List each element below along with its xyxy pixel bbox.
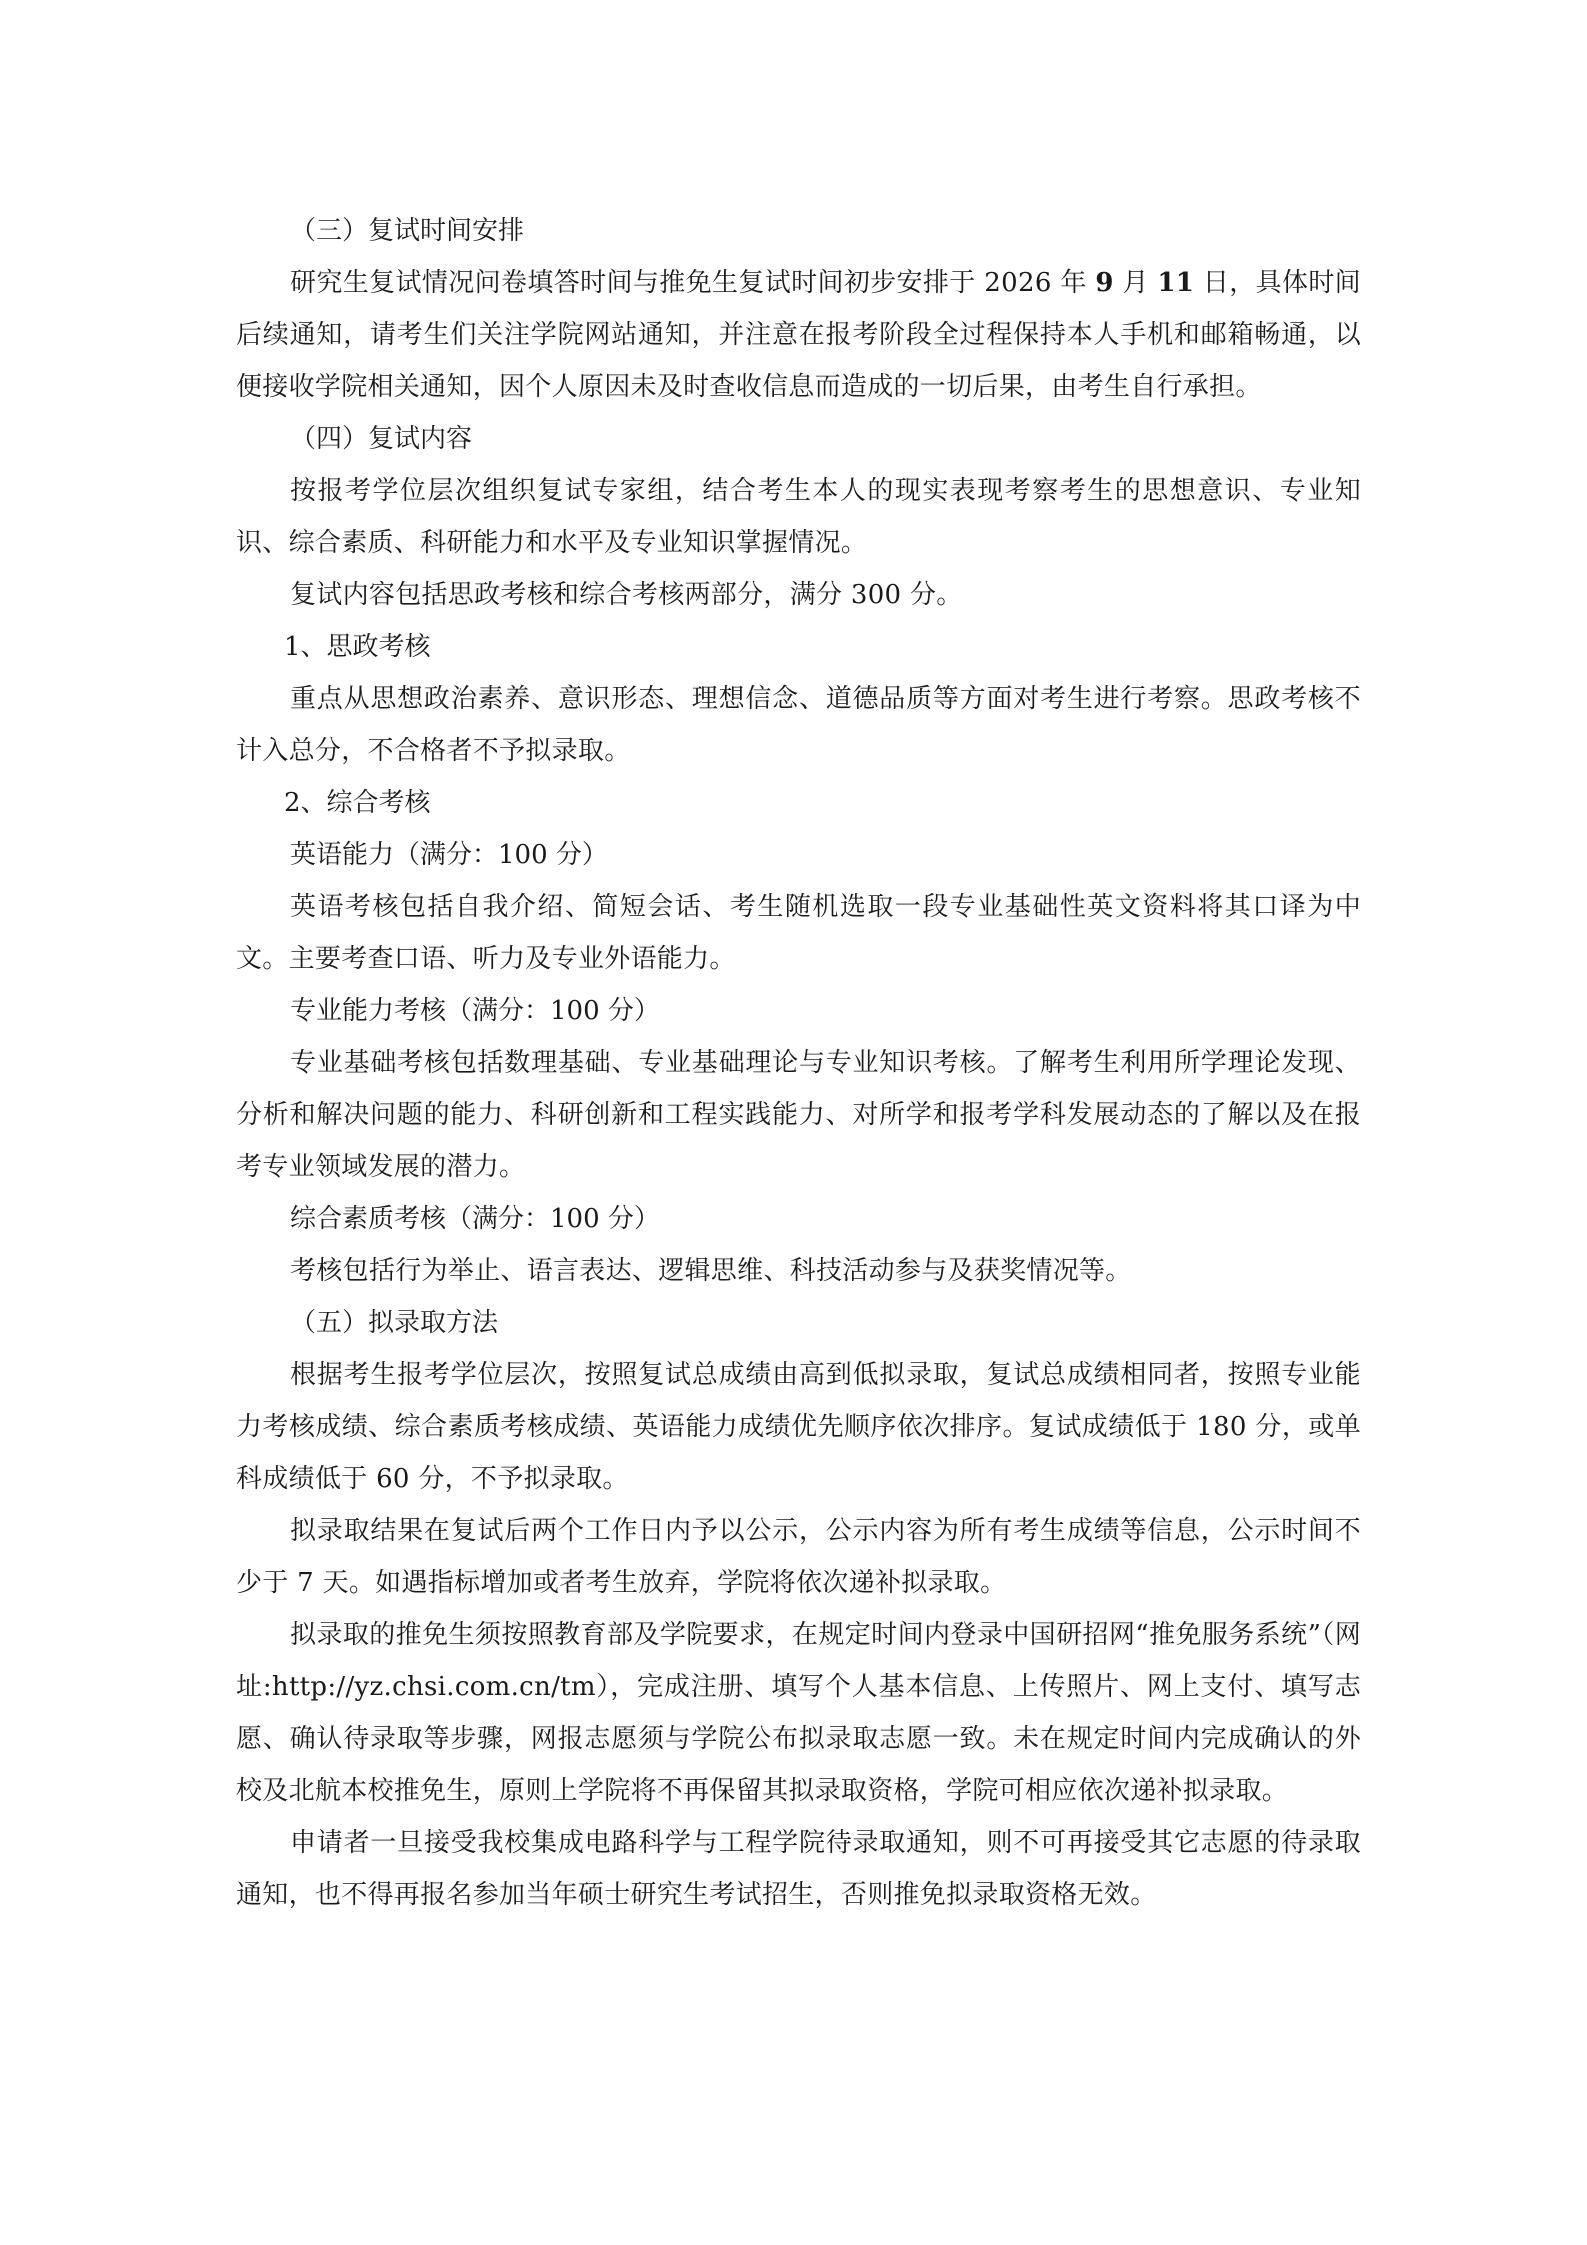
english-paragraph: 英语考核包括自我介绍、简短会话、考生随机选取一段专业基础性英文资料将其口译为中文。主要考查口语、听力及专业外语能力。: [236, 892, 1361, 974]
section-5-title: （五）拟录取方法: [290, 1308, 499, 1338]
quality-title: 综合素质考核（满分：100 分）: [290, 1204, 660, 1234]
document-body: [236, 205, 1361, 1921]
section-5-paragraph-1: 根据考生报考学位层次，按照复试总成绩由高到低拟录取，复试总成绩相同者，按照专业能力考核成绩、综合素质考核成绩、英语能力成绩优先顺序依次排序。复试成绩低于 180 分，或单科成绩低于 60 分，不予拟录取。: [236, 1360, 1361, 1494]
item-1-title: 1、思政考核: [284, 632, 431, 662]
section-3-paragraph: [236, 257, 1361, 413]
item-1-paragraph: 重点从思想政治素养、意识形态、理想信念、道德品质等方面对考生进行考察。思政考核不计入总分，不合格者不予拟录取。: [236, 684, 1361, 766]
section-5-paragraph-2: 拟录取结果在复试后两个工作日内予以公示，公示内容为所有考生成绩等信息，公示时间不少于 7 天。如遇指标增加或者考生放弃，学院将依次递补拟录取。: [236, 1516, 1361, 1598]
item-2-title: 2、综合考核: [284, 788, 431, 818]
section-3-title: （三）复试时间安排: [290, 216, 525, 246]
text-run: 研究生复试情况问卷填答时间与推免生复试时间初步安排于 2026 年: [290, 268, 1096, 298]
professional-paragraph: 专业基础考核包括数理基础、专业基础理论与专业知识考核。了解考生利用所学理论发现、分析和解决问题的能力、科研创新和工程实践能力、对所学和报考学科发展动态的了解以及在报考专业领域发展的潜力。: [236, 1048, 1361, 1182]
english-title: 英语能力（满分：100 分）: [290, 840, 608, 870]
section-5-paragraph-3: 拟录取的推免生须按照教育部及学院要求，在规定时间内登录中国研招网“推免服务系统”（网址:http://yz.chsi.com.cn/tm），完成注册、填写个人基本信息、上传照片、网上支付、填写志愿、确认待录取等步骤，网报志愿须与学院公布拟录取志愿一致。未在规定时间内完成确认的外校及北航本校推免生，原则上学院将不再保留其拟录取资格，学院可相应依次递补拟录取。: [236, 1620, 1361, 1806]
day-value: 11: [1157, 268, 1195, 298]
section-5-paragraph-4: 申请者一旦接受我校集成电路科学与工程学院待录取通知，则不可再接受其它志愿的待录取通知，也不得再报名参加当年硕士研究生考试招生，否则推免拟录取资格无效。: [236, 1828, 1361, 1910]
month-value: 9: [1095, 268, 1114, 298]
professional-title: 专业能力考核（满分：100 分）: [290, 996, 660, 1026]
section-4-paragraph-1: 按报考学位层次组织复试专家组，结合考生本人的现实表现考察考生的思想意识、专业知识、综合素质、科研能力和水平及专业知识掌握情况。: [236, 476, 1361, 558]
section-4-paragraph-2: 复试内容包括思政考核和综合考核两部分，满分 300 分。: [290, 580, 963, 610]
text-run: 日，具体时间后续通知，请考生们关注学院网站通知，并注意在报考阶段全过程保持本人手机和邮箱畅通，以便接收学院相关通知，因个人原因未及时查收信息而造成的一切后果，由考生自行承担。: [236, 268, 1361, 402]
section-4-title: （四）复试内容: [290, 424, 473, 454]
quality-paragraph: 考核包括行为举止、语言表达、逻辑思维、科技活动参与及获奖情况等。: [290, 1256, 1132, 1286]
text-run: 月: [1113, 268, 1158, 298]
